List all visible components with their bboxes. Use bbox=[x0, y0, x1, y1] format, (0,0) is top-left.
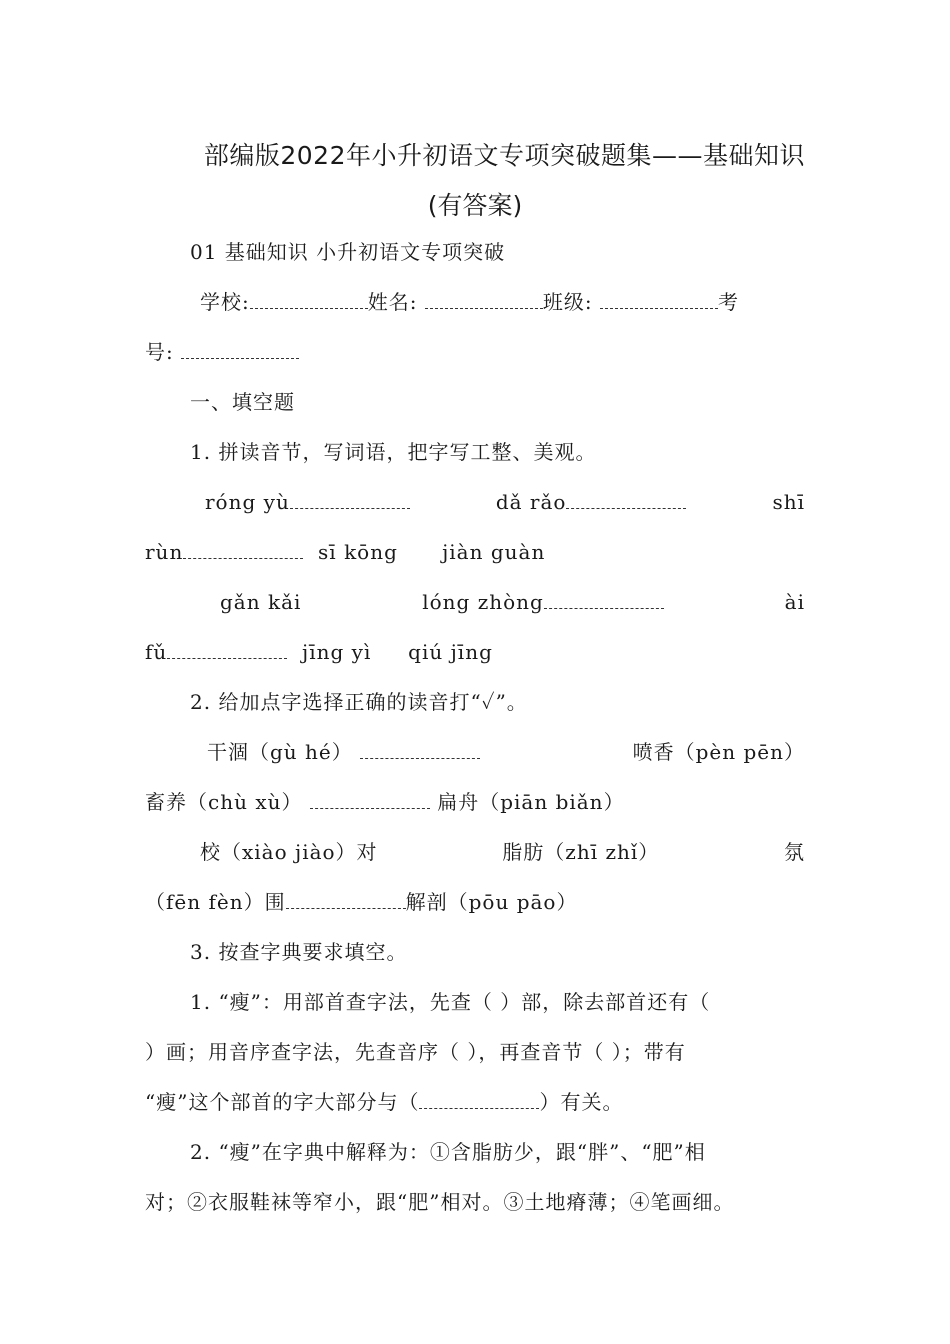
q3-sub2-line1: 2. “瘦”在字典中解释为：①含脂肪少，跟“胖”、“肥”相 bbox=[190, 1140, 706, 1164]
q1-row-2 bbox=[145, 540, 545, 564]
q2-row-3 bbox=[145, 840, 805, 864]
answer-blank[interactable] bbox=[566, 490, 686, 509]
document-title: 部编版2022年小升初语文专项突破题集——基础知识 bbox=[203, 141, 805, 170]
school-label: 学校: bbox=[200, 290, 250, 314]
q3-sub2-line2: 对；②衣服鞋袜等窄小，跟“肥”相对。③土地瘠薄；④笔画细。 bbox=[145, 1190, 735, 1214]
pinyin-item: jīng yì bbox=[302, 640, 372, 664]
info-line bbox=[200, 290, 739, 314]
q3-sub1-line3-end: ）有关。 bbox=[539, 1090, 624, 1114]
pinyin-item: fǔ bbox=[145, 640, 168, 664]
pinyin-item: dǎ rǎo bbox=[495, 490, 567, 514]
q3-sub1-line2: ）画；用音序查字法，先查音序（ ），再查音节（ ）；带有 bbox=[145, 1040, 686, 1064]
reading-item: 脂肪（zhī zhǐ） bbox=[502, 840, 660, 864]
info-line-2 bbox=[145, 340, 299, 364]
reading-item: 干涸（gù hé） bbox=[207, 740, 353, 764]
reading-item: 校（xiào jiào）对 bbox=[200, 840, 378, 864]
q3-sub1-line3 bbox=[145, 1090, 623, 1114]
answer-blank[interactable] bbox=[167, 640, 287, 659]
reading-item: （fēn fèn）围 bbox=[145, 890, 286, 914]
name-label: 姓名: bbox=[367, 290, 418, 314]
school-blank[interactable] bbox=[250, 290, 368, 309]
q1-row-3 bbox=[145, 590, 805, 614]
q2-stem: 2. 给加点字选择正确的读音打“✓”。 bbox=[190, 690, 528, 714]
q2-row-2 bbox=[145, 790, 625, 814]
pinyin-item: sī kōng bbox=[318, 540, 398, 564]
q3-sub1-line1: 1. “瘦”：用部首查字法，先查（ ）部，除去部首还有（ bbox=[190, 990, 711, 1014]
answer-blank[interactable] bbox=[183, 540, 303, 559]
name-blank[interactable] bbox=[425, 290, 543, 309]
q3-sub1-line3-start: “瘦”这个部首的字大部分与（ bbox=[145, 1090, 420, 1114]
pinyin-item: gǎn kǎi bbox=[220, 590, 302, 614]
section-heading: 一、填空题 bbox=[190, 390, 295, 414]
reading-item: 畜养（chù xù） bbox=[145, 790, 303, 814]
pinyin-item: róng yù bbox=[205, 490, 290, 514]
q2-row-4 bbox=[145, 890, 577, 914]
answer-blank[interactable] bbox=[290, 490, 410, 509]
q3-stem: 3. 按查字典要求填空。 bbox=[190, 940, 408, 964]
reading-item: 扁舟（piān biǎn） bbox=[437, 790, 625, 814]
pinyin-item: qiú jīng bbox=[408, 640, 493, 664]
reading-item: 喷香（pèn pēn） bbox=[632, 740, 805, 764]
pinyin-item: lóng zhòng bbox=[422, 590, 544, 614]
q1-row-4 bbox=[145, 640, 493, 664]
exam-no-label-b: 号: bbox=[145, 340, 174, 364]
reading-item: 氛 bbox=[784, 840, 805, 864]
answer-blank[interactable] bbox=[286, 890, 406, 909]
pinyin-item: jiàn guàn bbox=[442, 540, 546, 564]
q2-row-1 bbox=[145, 740, 805, 764]
class-label: 班级: bbox=[542, 290, 593, 314]
pinyin-item: ài bbox=[784, 590, 805, 614]
pinyin-item: shī bbox=[772, 490, 805, 514]
q1-stem: 1. 拼读音节，写词语，把字写工整、美观。 bbox=[190, 440, 597, 464]
exam-no-blank[interactable] bbox=[181, 340, 299, 359]
exam-no-label-a: 考 bbox=[717, 290, 739, 314]
document-title-line2: (有答案) bbox=[427, 191, 523, 220]
q1-row-1 bbox=[145, 490, 805, 514]
answer-blank[interactable] bbox=[310, 790, 430, 809]
answer-blank[interactable] bbox=[544, 590, 664, 609]
pinyin-item: rùn bbox=[145, 540, 184, 564]
subtitle: 01 基础知识 小升初语文专项突破 bbox=[190, 240, 506, 264]
answer-blank[interactable] bbox=[360, 740, 480, 759]
reading-item: 解剖（pōu pāo） bbox=[405, 890, 578, 914]
answer-blank[interactable] bbox=[419, 1090, 539, 1109]
class-blank[interactable] bbox=[600, 290, 718, 309]
